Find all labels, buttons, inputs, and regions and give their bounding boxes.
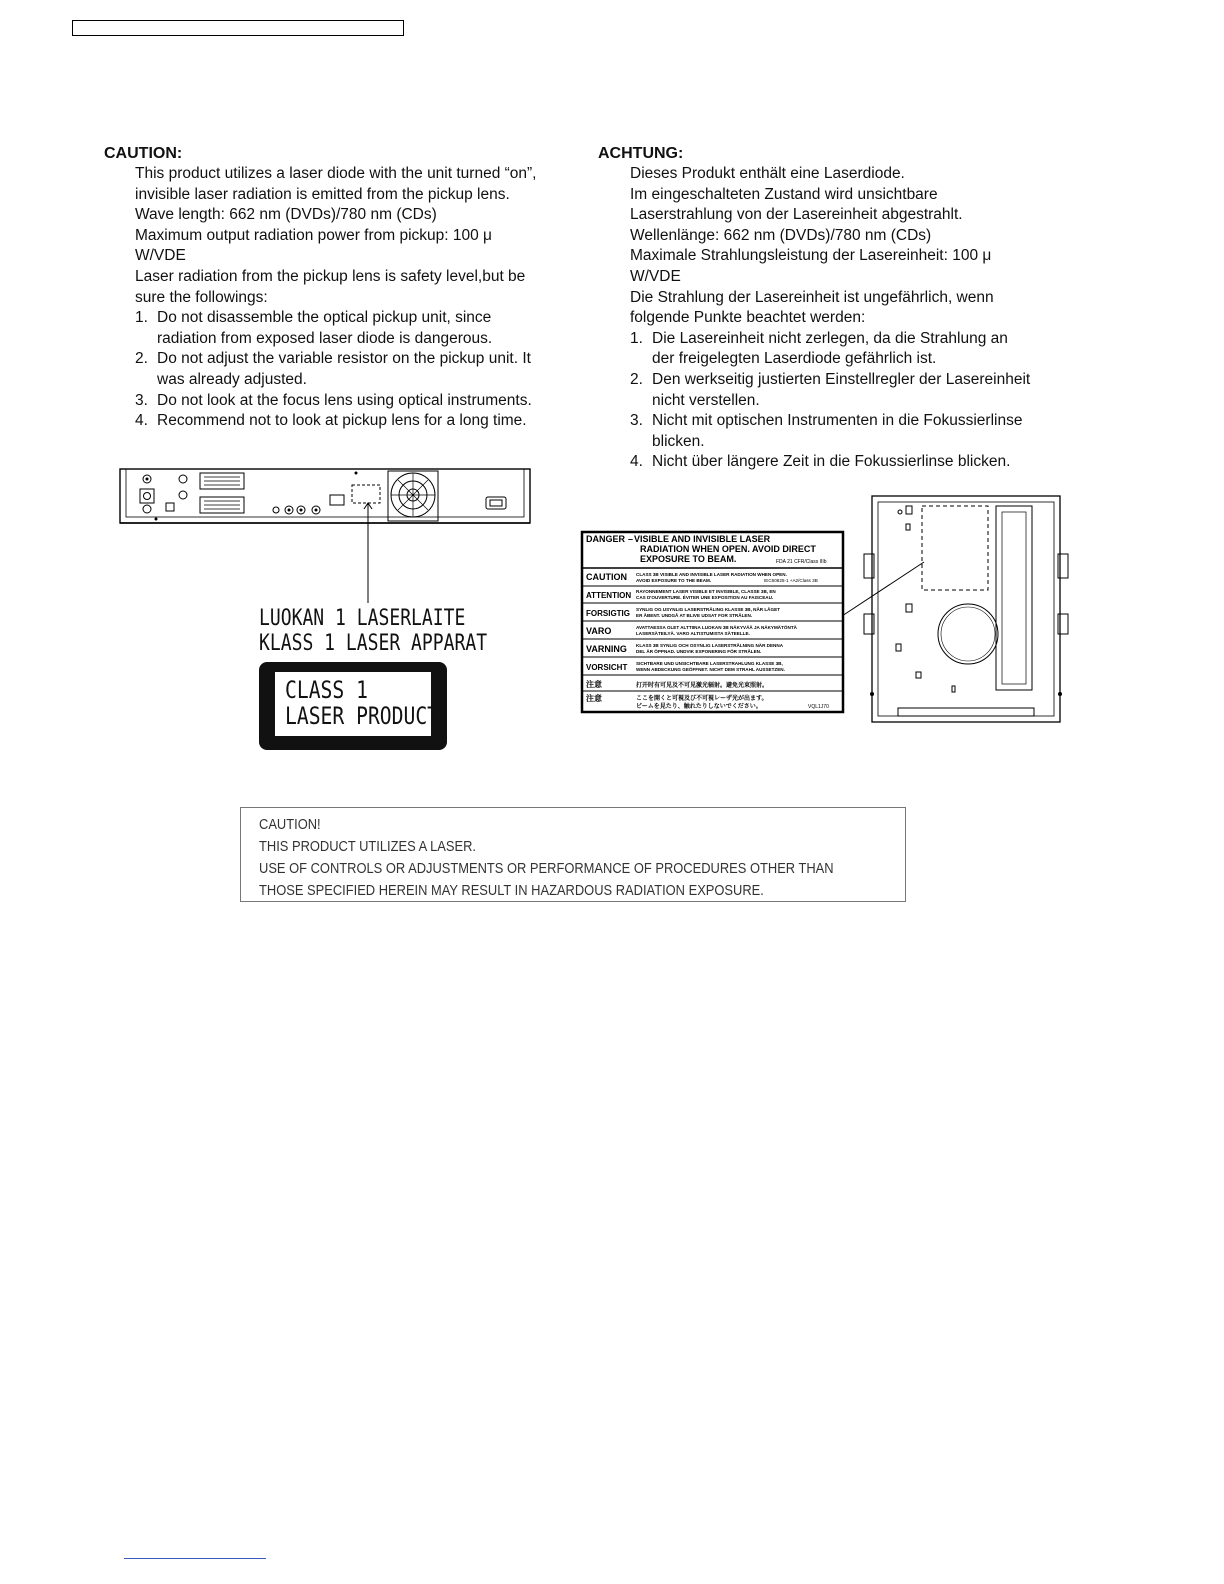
label-key: CAUTION <box>586 572 627 582</box>
caution-text <box>135 164 585 432</box>
list-text: radiation from exposed laser diode is dangerous. <box>157 329 493 347</box>
list-text: nicht verstellen. <box>652 391 760 409</box>
achtung-line: Die Strahlung der Lasereinheit ist ungefährlich, wenn <box>630 288 994 306</box>
caution-box-title: CAUTION! <box>259 816 321 833</box>
label-key: ATTENTION <box>586 591 632 600</box>
achtung-line: Laserstrahlung von der Lasereinheit abgestrahlt. <box>630 206 963 224</box>
list-item <box>135 349 585 390</box>
label-text: ここを開くと可視及び不可視レーザ光が出ます。 <box>636 696 768 702</box>
label-text: DEL ÄR ÖPPNAD. UNDVIK EXPONERING FÖR STRÅLEN. <box>636 649 762 654</box>
caution-heading: CAUTION: <box>104 145 183 162</box>
label-text: WENN ABDECKUNG GEÖFFNET. NICHT DEM STRAHL AUSSETZEN. <box>636 667 785 672</box>
label-text: AVATTAESSA OLET ALTTIINA LUOKAN 3B NÄKYVÄÄ JA NÄKYMÄTÖNTÄ <box>636 625 797 630</box>
list-number: 1. <box>630 329 643 347</box>
achtung-line: Maximale Strahlungsleistung der Lasereinheit: 100 μ <box>630 247 992 265</box>
class-1-label-inner <box>275 672 440 736</box>
label-text: SICHTBARE UND UNSICHTBARE LASERSTRAHLUNG KLASSE 3B, <box>636 661 783 666</box>
list-text: Do not disassemble the optical pickup unit, since <box>157 309 492 327</box>
label-text: CAS D'OUVERTURE. ÉVITER UNE EXPOSITION AU FAISCEAU. <box>636 595 774 600</box>
caution-line: Laser radiation from the pickup lens is safety level,but be <box>135 267 526 285</box>
rear-panel-drawing <box>118 465 538 625</box>
achtung-line: folgende Punkte beachtet werden: <box>630 309 866 327</box>
list-text: blicken. <box>652 432 705 450</box>
caution-line: This product utilizes a laser diode with the unit turned “on”, <box>135 165 537 182</box>
list-text: Do not adjust the variable resistor on the pickup unit. It <box>157 350 531 368</box>
class-1-label <box>259 662 447 750</box>
label-key: VORSICHT <box>586 663 628 672</box>
caution-line: Maximum output radiation power from pickup: 100 μ <box>135 226 492 244</box>
label-note: VQL1J70 <box>808 704 829 710</box>
achtung-line: W/VDE <box>630 267 681 285</box>
label-key: 注意 <box>586 694 602 703</box>
label-note: FDA 21 CFR/Class IIIb <box>776 559 827 565</box>
label-text: RAYONNEMENT LASER VISIBLE ET INVISIBLE, CLASSE 3B, EN <box>636 589 776 594</box>
label-note: IEC60825-1 +A2/Class 3B <box>764 578 818 583</box>
label-text: VISIBLE AND INVISIBLE LASER <box>634 534 771 544</box>
list-text: Recommend not to look at pickup lens for a long time. <box>157 412 527 430</box>
label-text: ER ÅBENT. UNDGÅ AT BLIVE UDSAT FOR STRÅLEN. <box>636 613 753 618</box>
label-key: DANGER <box>586 534 626 544</box>
class-label-line2: KLASS 1 LASER APPARAT <box>259 631 488 656</box>
list-item <box>135 411 585 432</box>
label-key: FORSIGTIG <box>586 609 630 618</box>
footer-line <box>124 1558 266 1559</box>
list-number: 1. <box>135 309 148 327</box>
label-key: VARNING <box>586 644 627 654</box>
class-label-line1: LUOKAN 1 LASERLAITE <box>259 606 466 631</box>
list-text: der freigelegten Laserdiode gefährlich ist. <box>652 350 937 368</box>
label-text: KLASS 3B SYNLIG OCH OSYNLIG LASERSTRÅLNING NÄR DENNA <box>636 643 784 648</box>
list-text: Do not look at the focus lens using optical instruments. <box>157 391 532 409</box>
achtung-heading: ACHTUNG: <box>598 145 684 162</box>
label-dash: – <box>628 534 634 544</box>
list-number: 4. <box>135 412 148 430</box>
list-number: 2. <box>630 370 643 388</box>
label-text: AVOID EXPOSURE TO THE BEAM. <box>636 578 712 583</box>
list-text: Nicht über längere Zeit in die Fokussierlinse blicken. <box>652 453 1011 471</box>
label-text: 打开时有可见及不可见激光辐射。避免光束照射。 <box>636 683 769 689</box>
list-number: 3. <box>135 391 148 409</box>
caution-line: sure the followings: <box>135 288 268 306</box>
list-number: 4. <box>630 453 643 471</box>
caution-box <box>240 807 906 902</box>
label-key: 注意 <box>586 680 602 689</box>
achtung-line: Wellenlänge: 662 nm (DVDs)/780 nm (CDs) <box>630 226 932 244</box>
list-item <box>630 370 1080 411</box>
list-number: 2. <box>135 350 148 368</box>
caution-box-line: THIS PRODUCT UTILIZES A LASER. <box>259 838 476 855</box>
caution-box-line: USE OF CONTROLS OR ADJUSTMENTS OR PERFORMANCE OF PROCEDURES OTHER THAN <box>259 860 834 877</box>
drive-top-view <box>862 494 1070 726</box>
caution-line: W/VDE <box>135 247 186 265</box>
class-1-text: CLASS 1 <box>285 676 368 704</box>
label-text: EXPOSURE TO BEAM. <box>640 554 737 564</box>
list-item <box>630 411 1080 452</box>
achtung-line: Im eingeschalteten Zustand wird unsichtbare <box>630 185 938 203</box>
label-key: VARO <box>586 626 612 636</box>
header-box <box>72 20 404 36</box>
label-text: SYNLIG OG USYNLIG LASERSTRÅLING KLASSE 3B, NÅR LÅGET <box>636 607 780 612</box>
list-item <box>630 329 1080 370</box>
label-text: ビームを見たり、触れたりしないでください。 <box>636 704 762 710</box>
caution-line: invisible laser radiation is emitted from the pickup lens. <box>135 185 510 203</box>
label-text: RADIATION WHEN OPEN. AVOID DIRECT <box>640 544 816 554</box>
list-item <box>135 308 585 349</box>
achtung-list <box>630 329 1080 473</box>
list-text: Die Lasereinheit nicht zerlegen, da die Strahlung an <box>652 329 1008 347</box>
caution-box-line: THOSE SPECIFIED HEREIN MAY RESULT IN HAZARDOUS RADIATION EXPOSURE. <box>259 882 764 899</box>
list-text: Den werkseitig justierten Einstellregler der Lasereinheit <box>652 370 1031 388</box>
laser-product-text: LASER PRODUCT <box>285 702 440 730</box>
achtung-line: Dieses Produkt enthält eine Laserdiode. <box>630 165 905 182</box>
achtung-text <box>630 164 1080 473</box>
list-item <box>135 391 585 412</box>
warning-label <box>580 530 845 714</box>
list-number: 3. <box>630 412 643 430</box>
label-text: LASERSÄTEILYÄ. VARO ALTISTUMISTA SÄTEELLE. <box>636 631 750 636</box>
label-text: CLASS 3B VISIBLE AND INVISIBLE LASER RADIATION WHEN OPEN. <box>636 572 787 577</box>
list-text: Nicht mit optischen Instrumenten in die Fokussierlinse <box>652 412 1023 430</box>
list-text: was already adjusted. <box>157 370 307 388</box>
caution-line: Wave length: 662 nm (DVDs)/780 nm (CDs) <box>135 206 437 224</box>
caution-list <box>135 308 585 432</box>
list-item <box>630 452 1080 473</box>
